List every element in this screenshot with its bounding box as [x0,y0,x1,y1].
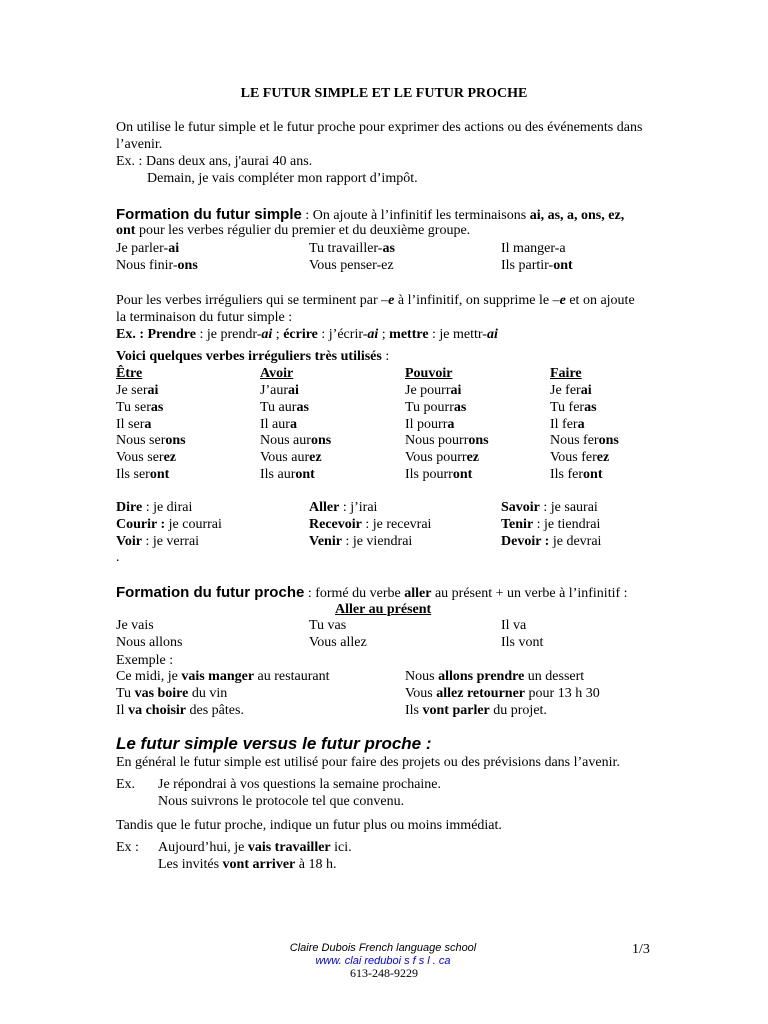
irregular-rule-line-1: Pour les verbes irréguliers qui se terminent par –e à l’infinitif, on supprime le –e et on ajoute [116,293,635,308]
versus-ex-label: Ex. [116,777,136,792]
aller-form: Je vais [116,618,154,633]
conj-example: Tu travailler-as [309,241,395,256]
verb-form: Je pourrai [405,383,462,398]
verb-form: Ils feront [550,467,603,482]
verb-item: Savoir : je saurai [501,500,598,515]
formation-simple-line-2 [116,222,470,239]
proche-example: Vous allez retourner pour 13 h 30 [405,686,600,701]
proche-example: Il va choisir des pâtes. [116,703,244,718]
page-title: LE FUTUR SIMPLE ET LE FUTUR PROCHE [240,86,528,101]
verb-form: Il fera [550,417,585,432]
versus-example-2: Nous suivrons le protocole tel que convenu. [158,794,405,809]
example-text: Dans deux ans, j'aurai 40 ans. [145,154,313,169]
formation-simple-text: : On ajoute à l’infinitif les terminaisons [301,208,530,223]
stray-dot: . [116,550,120,565]
versus-line-2: Tandis que le futur proche, indique un futur plus ou moins immédiat. [116,818,502,833]
verb-form: J’aurai [260,383,299,398]
aller-form: Tu vas [309,618,347,633]
ending-ont: ont [116,223,136,238]
verb-form: Ils seront [116,467,170,482]
formation-proche-heading: Formation du futur proche [116,584,305,601]
verb-form: Vous ferez [550,450,610,465]
verb-form: Vous serez [116,450,177,465]
footer-phone: 613-248-9229 [350,966,418,980]
verb-form: Nous ferons [550,433,619,448]
verb-item: Voir : je verrai [116,534,200,549]
footer-school: Claire Dubois French language school [289,942,477,954]
verb-item: Recevoir : je recevrai [309,517,432,532]
verb-form: Tu auras [260,400,309,415]
proche-example: Ils vont parler du projet. [405,703,547,718]
verb-item: Venir : je viendrai [309,534,413,549]
verb-form: Nous pourrons [405,433,489,448]
intro-line-2: l’avenir. [116,137,163,152]
verb-header-etre: Être [116,366,143,381]
verb-form: Ils auront [260,467,315,482]
proche-example: Ce midi, je vais manger au restaurant [116,669,330,684]
verb-form: Il pourra [405,417,455,432]
aller-form: Nous allons [116,635,183,650]
verb-header-faire: Faire [550,366,582,381]
versus-line-1: En général le futur simple est utilisé pour faire des projets ou des prévisions dans l’avenir. [116,755,620,770]
conj-example: Il manger-a [501,241,566,256]
conj-example: Nous finir-ons [116,258,198,273]
versus-ex2-label: Ex : [116,840,139,855]
verb-form: Il aura [260,417,297,432]
conj-example: Vous penser-ez [309,258,394,273]
verb-form: Je serai [116,383,159,398]
verb-item: Tenir : je tiendrai [501,517,601,532]
verb-item: Dire : je dirai [116,500,193,515]
example-label: Ex. : [116,154,146,169]
verb-form: Tu feras [550,400,597,415]
aller-present-subheading: Aller au présent [335,602,432,617]
verb-item: Devoir : je devrai [501,534,602,549]
versus-example-3: Aujourd’hui, je vais travailler ici. [158,840,352,855]
intro-example-1 [116,153,312,170]
verb-form: Ils pourront [405,467,473,482]
verbs-intro: Voici quelques verbes irréguliers très utilisés : [116,349,390,364]
versus-example-1: Je répondrai à vos questions la semaine prochaine. [158,777,442,792]
aller-form: Ils vont [501,635,544,650]
verb-form: Vous pourrez [405,450,480,465]
aller-form: Il va [501,618,527,633]
formation-proche-line: Formation du futur proche : formé du verbe aller au présent + un verbe à l’infinitif : [116,584,628,601]
verb-form: Je ferai [550,383,592,398]
verb-form: Tu seras [116,400,164,415]
formation-simple-text-2: pour les verbes régulier du premier et du deuxième groupe. [135,223,471,238]
versus-heading: Le futur simple versus le futur proche : [116,734,432,753]
intro-line-1: On utilise le futur simple et le futur proche pour exprimer des actions ou des événements dans [116,120,643,135]
intro-example-2: Demain, je vais compléter mon rapport d’impôt. [147,171,418,186]
aller-form: Vous allez [309,635,367,650]
conj-example: Ils partir-ont [501,258,573,273]
verb-header-avoir: Avoir [260,366,294,381]
verb-form: Tu pourras [405,400,467,415]
proche-example: Nous allons prendre un dessert [405,669,585,684]
verb-header-pouvoir: Pouvoir [405,366,453,381]
versus-example-4: Les invités vont arriver à 18 h. [158,857,337,872]
exemple-label: Exemple : [116,653,174,668]
verb-form: Il sera [116,417,152,432]
formation-simple-heading: Formation du futur simple [116,206,302,223]
verb-form: Vous aurez [260,450,322,465]
verb-form: Nous aurons [260,433,332,448]
irregular-rule-line-2: la terminaison du futur simple : [116,310,293,325]
footer-website-link[interactable]: www. clai reduboi s f s l . ca [315,955,451,967]
verb-item: Courir : je courrai [116,517,222,532]
proche-example: Tu vas boire du vin [116,686,228,701]
verb-form: Nous serons [116,433,186,448]
endings-list: ai, as, a, ons, ez, [529,208,625,223]
page-number: 1/3 [632,942,650,957]
conj-example: Je parler-ai [116,241,180,256]
irregular-rule-examples: Ex. : Prendre : je prendr-ai ; écrire : j’écrir-ai ; mettre : je mettr-ai [116,327,498,342]
verb-item: Aller : j’irai [309,500,378,515]
